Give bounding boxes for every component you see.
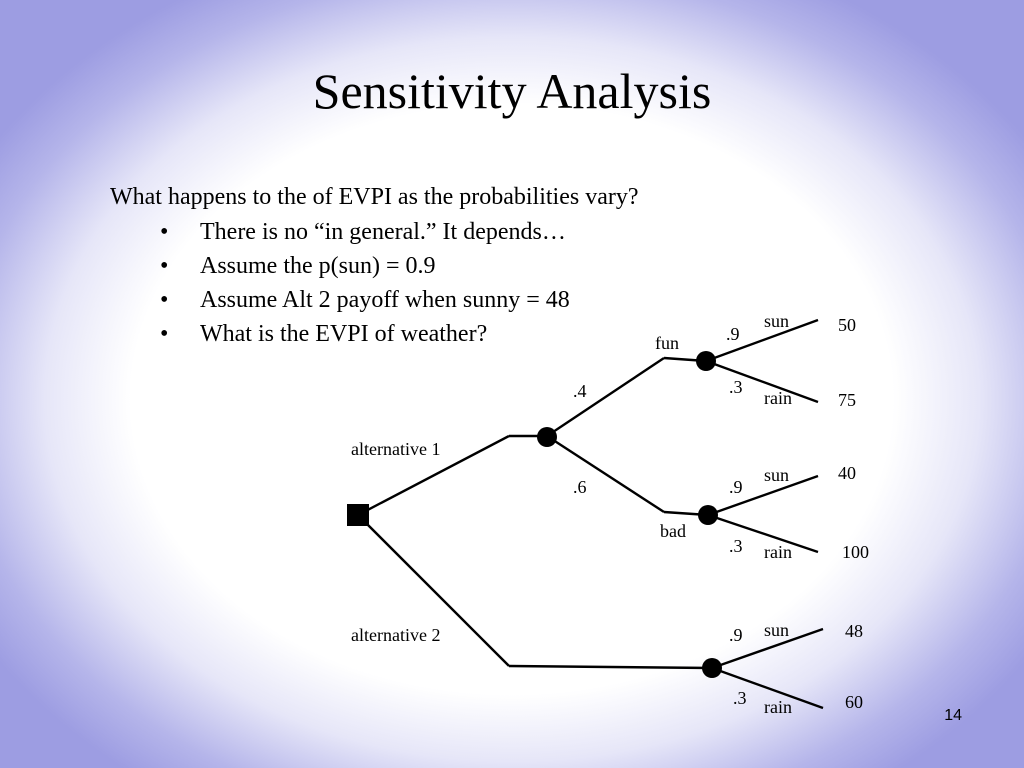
bullet-text: Assume Alt 2 payoff when sunny = 48 bbox=[200, 287, 570, 313]
bullet-dot: • bbox=[160, 321, 169, 347]
outcome-label: rain bbox=[764, 697, 792, 717]
decision-node bbox=[347, 504, 369, 526]
alternative-2-label: alternative 2 bbox=[351, 625, 441, 645]
slide-title: Sensitivity Analysis bbox=[312, 63, 712, 119]
outcome-payoff: 48 bbox=[845, 621, 863, 641]
outcome-probability: .9 bbox=[729, 625, 743, 645]
outcome-probability: .9 bbox=[726, 324, 740, 344]
outcome-label: rain bbox=[764, 542, 792, 562]
branch-bad-sun bbox=[708, 476, 818, 515]
outcome-probability: .3 bbox=[733, 688, 747, 708]
outcome-payoff: 40 bbox=[838, 463, 856, 483]
branch-fun-rain bbox=[706, 361, 818, 402]
outcome-label: sun bbox=[764, 620, 790, 640]
branch-alternative-2-stub bbox=[509, 666, 712, 668]
alternative-1-label: alternative 1 bbox=[351, 439, 441, 459]
chance-node-bad bbox=[698, 505, 718, 525]
bullet-text: Assume the p(sun) = 0.9 bbox=[200, 253, 436, 279]
branch-bad bbox=[547, 436, 664, 512]
bullet-dot: • bbox=[160, 219, 169, 245]
state-label-fun: fun bbox=[655, 333, 679, 353]
branch-fun bbox=[547, 358, 664, 436]
chance-node-alternative-1 bbox=[537, 427, 557, 447]
page-number: 14 bbox=[944, 707, 962, 724]
chance-node-alternative-2 bbox=[702, 658, 722, 678]
state-probability-fun: .4 bbox=[573, 381, 587, 401]
outcome-label: sun bbox=[764, 311, 790, 331]
outcome-payoff: 75 bbox=[838, 390, 856, 410]
outcome-label: rain bbox=[764, 388, 792, 408]
outcome-probability: .3 bbox=[729, 377, 743, 397]
outcome-probability: .9 bbox=[729, 477, 743, 497]
branch-bad-rain bbox=[708, 515, 818, 552]
bullet-text: There is no “in general.” It depends… bbox=[200, 219, 566, 245]
branch-fun-sun bbox=[706, 320, 818, 361]
outcome-payoff: 100 bbox=[842, 542, 869, 562]
intro-question: What happens to the of EVPI as the probabilities vary? bbox=[110, 184, 639, 210]
state-probability-bad: .6 bbox=[573, 477, 587, 497]
bullet-text: What is the EVPI of weather? bbox=[200, 321, 488, 347]
outcome-probability: .3 bbox=[729, 536, 743, 556]
bullet-dot: • bbox=[160, 287, 169, 313]
outcome-payoff: 60 bbox=[845, 692, 863, 712]
chance-node-fun bbox=[696, 351, 716, 371]
outcome-label: sun bbox=[764, 465, 790, 485]
bullet-dot: • bbox=[160, 253, 169, 279]
state-label-bad: bad bbox=[660, 521, 686, 541]
outcome-payoff: 50 bbox=[838, 315, 856, 335]
